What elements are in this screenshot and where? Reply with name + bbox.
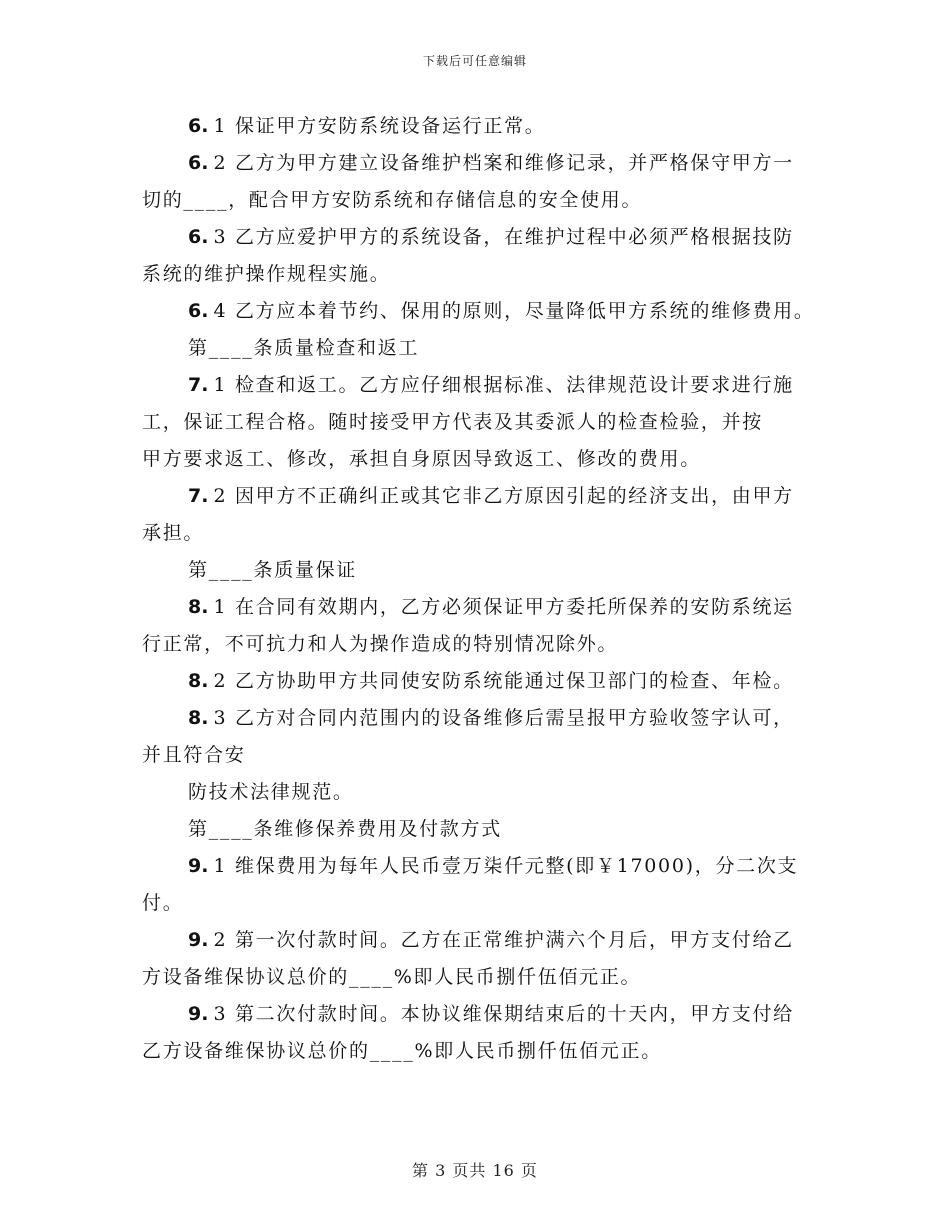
clause-text: 4 乙方应本着节约、保用的原则，尽量降低甲方系统的维修费用。 xyxy=(213,300,815,322)
clause-number: 9. xyxy=(188,855,209,877)
clause-number: 9. xyxy=(188,929,209,951)
clause-text: 防技术法律规范。 xyxy=(188,781,354,803)
clause-text: 工，保证工程合格。随时接受甲方代表及其委派人的检查检验，并按 xyxy=(142,411,764,433)
clause-text: 切的____，配合甲方安防系统和存储信息的安全使用。 xyxy=(142,189,643,211)
paragraph-line xyxy=(142,441,822,478)
paragraph-line xyxy=(142,626,822,663)
section-heading xyxy=(142,811,822,848)
clause-text: 3 乙方对合同内范围内的设备维修后需呈报甲方验收签字认可， xyxy=(213,707,794,729)
paragraph-line xyxy=(142,145,822,182)
clause-number: 7. xyxy=(188,485,209,507)
clause-number: 6. xyxy=(188,115,209,137)
heading-text: 第____条维修保养费用及付款方式 xyxy=(188,818,502,840)
clause-text: 2 因甲方不正确纠正或其它非乙方原因引起的经济支出，由甲方 xyxy=(213,485,794,507)
paragraph-line xyxy=(142,589,822,626)
clause-text: 行正常，不可抗力和人为操作造成的特别情况除外。 xyxy=(142,633,619,655)
page-footer: 第 3 页共 16 页 xyxy=(412,1161,538,1180)
clause-text: 2 乙方为甲方建立设备维护档案和维修记录，并严格保守甲方一 xyxy=(213,152,794,174)
paragraph-line xyxy=(142,404,822,441)
paragraph-line xyxy=(142,108,822,145)
section-heading xyxy=(142,330,822,367)
paragraph-line xyxy=(142,293,822,330)
clause-text: 方设备维保协议总价的____%即人民币捌仟伍佰元正。 xyxy=(142,966,642,988)
paragraph-line xyxy=(142,182,822,219)
paragraph-line xyxy=(142,922,822,959)
clause-text: 1 维保费用为每年人民币壹万柒仟元整(即￥17000)，分二次支 xyxy=(213,855,799,877)
clause-text: 甲方要求返工、修改，承担自身原因导致返工、修改的费用。 xyxy=(142,448,701,470)
clause-number: 6. xyxy=(188,226,209,248)
paragraph-line xyxy=(142,663,822,700)
clause-text: 3 乙方应爱护甲方的系统设备，在维护过程中必须严格根据技防 xyxy=(213,226,794,248)
clause-text: 1 检查和返工。乙方应仔细根据标准、法律规范设计要求进行施 xyxy=(213,374,794,396)
clause-number: 8. xyxy=(188,670,209,692)
clause-text: 乙方设备维保协议总价的____%即人民币捌仟伍佰元正。 xyxy=(142,1040,662,1062)
clause-text: 付。 xyxy=(142,892,184,914)
clause-number: 6. xyxy=(188,300,209,322)
heading-text: 第____条质量保证 xyxy=(188,559,358,581)
clause-text: 并且符合安 xyxy=(142,744,246,766)
paragraph-line xyxy=(142,256,822,293)
paragraph-line xyxy=(142,774,822,811)
clause-number: 6. xyxy=(188,152,209,174)
clause-number: 8. xyxy=(188,707,209,729)
paragraph-line xyxy=(142,1033,822,1070)
clause-text: 1 在合同有效期内，乙方必须保证甲方委托所保养的安防系统运 xyxy=(213,596,794,618)
paragraph-line xyxy=(142,996,822,1033)
paragraph-line xyxy=(142,885,822,922)
document-body xyxy=(142,108,822,1070)
clause-number: 7. xyxy=(188,374,209,396)
clause-number: 9. xyxy=(188,1003,209,1025)
page-header: 下载后可任意编辑 xyxy=(422,54,527,68)
clause-text: 2 第一次付款时间。乙方在正常维护满六个月后，甲方支付给乙 xyxy=(213,929,794,951)
heading-text: 第____条质量检查和返工 xyxy=(188,337,420,359)
paragraph-line xyxy=(142,515,822,552)
clause-text: 系统的维护操作规程实施。 xyxy=(142,263,391,285)
clause-number: 8. xyxy=(188,596,209,618)
paragraph-line xyxy=(142,219,822,256)
paragraph-line xyxy=(142,478,822,515)
clause-text: 承担。 xyxy=(142,522,205,544)
clause-text: 1 保证甲方安防系统设备运行正常。 xyxy=(213,115,546,137)
paragraph-line xyxy=(142,700,822,737)
paragraph-line xyxy=(142,367,822,404)
clause-text: 2 乙方协助甲方共同使安防系统能通过保卫部门的检查、年检。 xyxy=(213,670,794,692)
paragraph-line xyxy=(142,848,822,885)
section-heading xyxy=(142,552,822,589)
paragraph-line xyxy=(142,959,822,996)
paragraph-line xyxy=(142,737,822,774)
clause-text: 3 第二次付款时间。本协议维保期结束后的十天内，甲方支付给 xyxy=(213,1003,794,1025)
